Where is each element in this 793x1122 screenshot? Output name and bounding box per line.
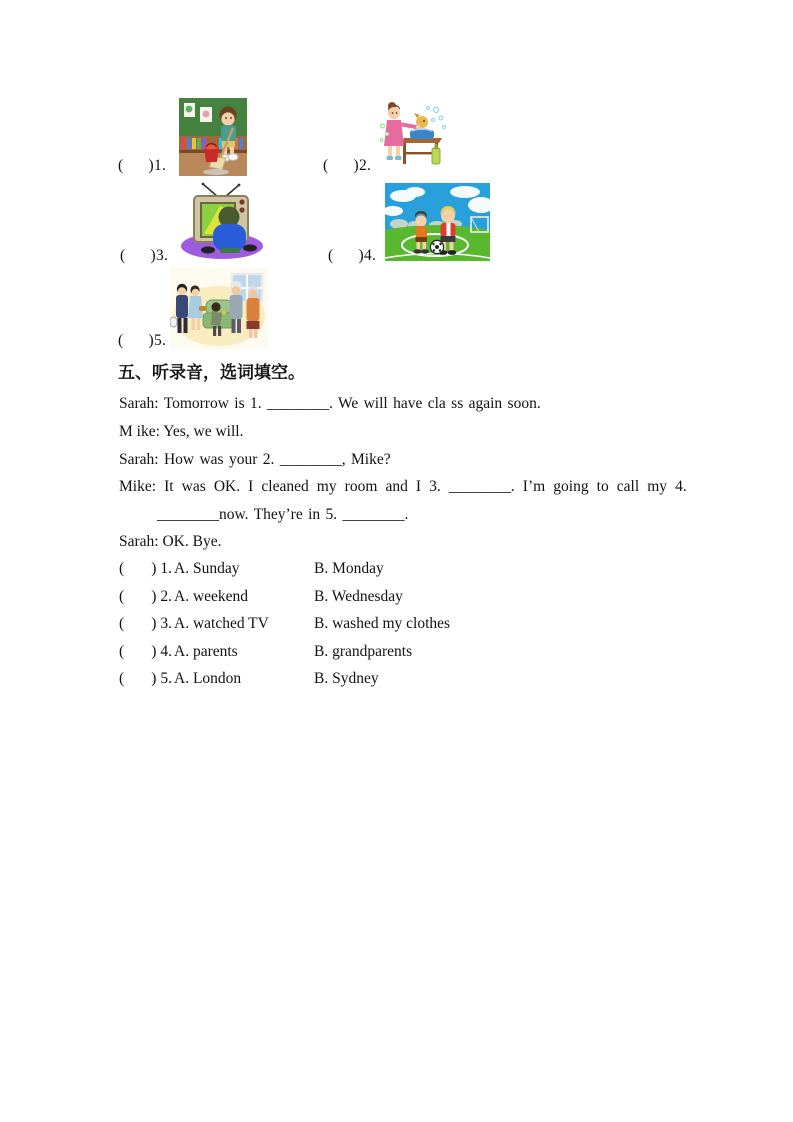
dialogue-line-6: Sarah: OK. Bye. xyxy=(119,533,222,550)
dialogue-line-3: Sarah: How was your 2. ________, Mike? xyxy=(119,451,391,468)
washing-pet-illustration xyxy=(378,98,448,170)
choice-row-1 xyxy=(119,560,384,578)
watching-tv-illustration xyxy=(170,182,268,262)
choice-row-3 xyxy=(119,615,450,633)
picture-label-2: ( )2. xyxy=(323,157,372,174)
picture-sweeping-floor xyxy=(176,95,250,178)
picture-label-4: ( )4. xyxy=(328,247,377,264)
answer-paren-2: ( ) 2. xyxy=(119,588,172,605)
answer-paren-4: ( ) 4. xyxy=(119,643,172,660)
section-heading: 五、听录音，选词填空。 xyxy=(118,363,305,382)
answer-paren-3: ( ) 3. xyxy=(119,615,172,632)
picture-visiting-grandparents xyxy=(170,268,268,349)
choice-2-option-a: A. weekend xyxy=(174,588,249,605)
choice-5-option-a: A. London xyxy=(174,670,242,687)
answer-paren-5: ( ) 5. xyxy=(119,670,172,687)
dialogue-line-5: ________now. They’re in 5. ________. xyxy=(157,506,409,523)
choice-3-option-a: A. watched TV xyxy=(174,615,269,632)
choice-5-option-b: B. Sydney xyxy=(314,670,379,687)
picture-label-1: ( )1. xyxy=(118,157,167,174)
answer-paren-1: ( ) 1. xyxy=(119,560,172,577)
choice-1-option-a: A. Sunday xyxy=(174,560,240,577)
choice-4-option-a: A. parents xyxy=(174,643,238,660)
visiting-grandparents-illustration xyxy=(170,268,268,349)
dialogue-line-4: Mike: It was OK. I cleaned my room and I 3. ________. I’m going to call my 4. xyxy=(119,478,687,495)
choice-1-option-b: B. Monday xyxy=(314,560,384,577)
picture-washing-pet xyxy=(378,98,448,170)
picture-label-3: ( )3. xyxy=(120,247,169,264)
sweeping-floor-illustration xyxy=(176,95,250,178)
choice-row-5 xyxy=(119,670,379,688)
picture-watching-tv xyxy=(170,182,268,262)
choice-4-option-b: B. grandparents xyxy=(314,643,413,660)
picture-playing-football xyxy=(385,183,490,261)
dialogue-line-1: Sarah: Tomorrow is 1. ________. We will have cla ss again soon. xyxy=(119,395,541,412)
picture-label-5: ( )5. xyxy=(118,332,167,349)
playing-football-illustration xyxy=(385,183,490,261)
choice-3-option-b: B. washed my clothes xyxy=(314,615,451,632)
choice-2-option-b: B. Wednesday xyxy=(314,588,403,605)
choice-row-4 xyxy=(119,643,412,661)
dialogue-line-2: M ike: Yes, we will. xyxy=(119,423,244,440)
choice-row-2 xyxy=(119,588,403,606)
